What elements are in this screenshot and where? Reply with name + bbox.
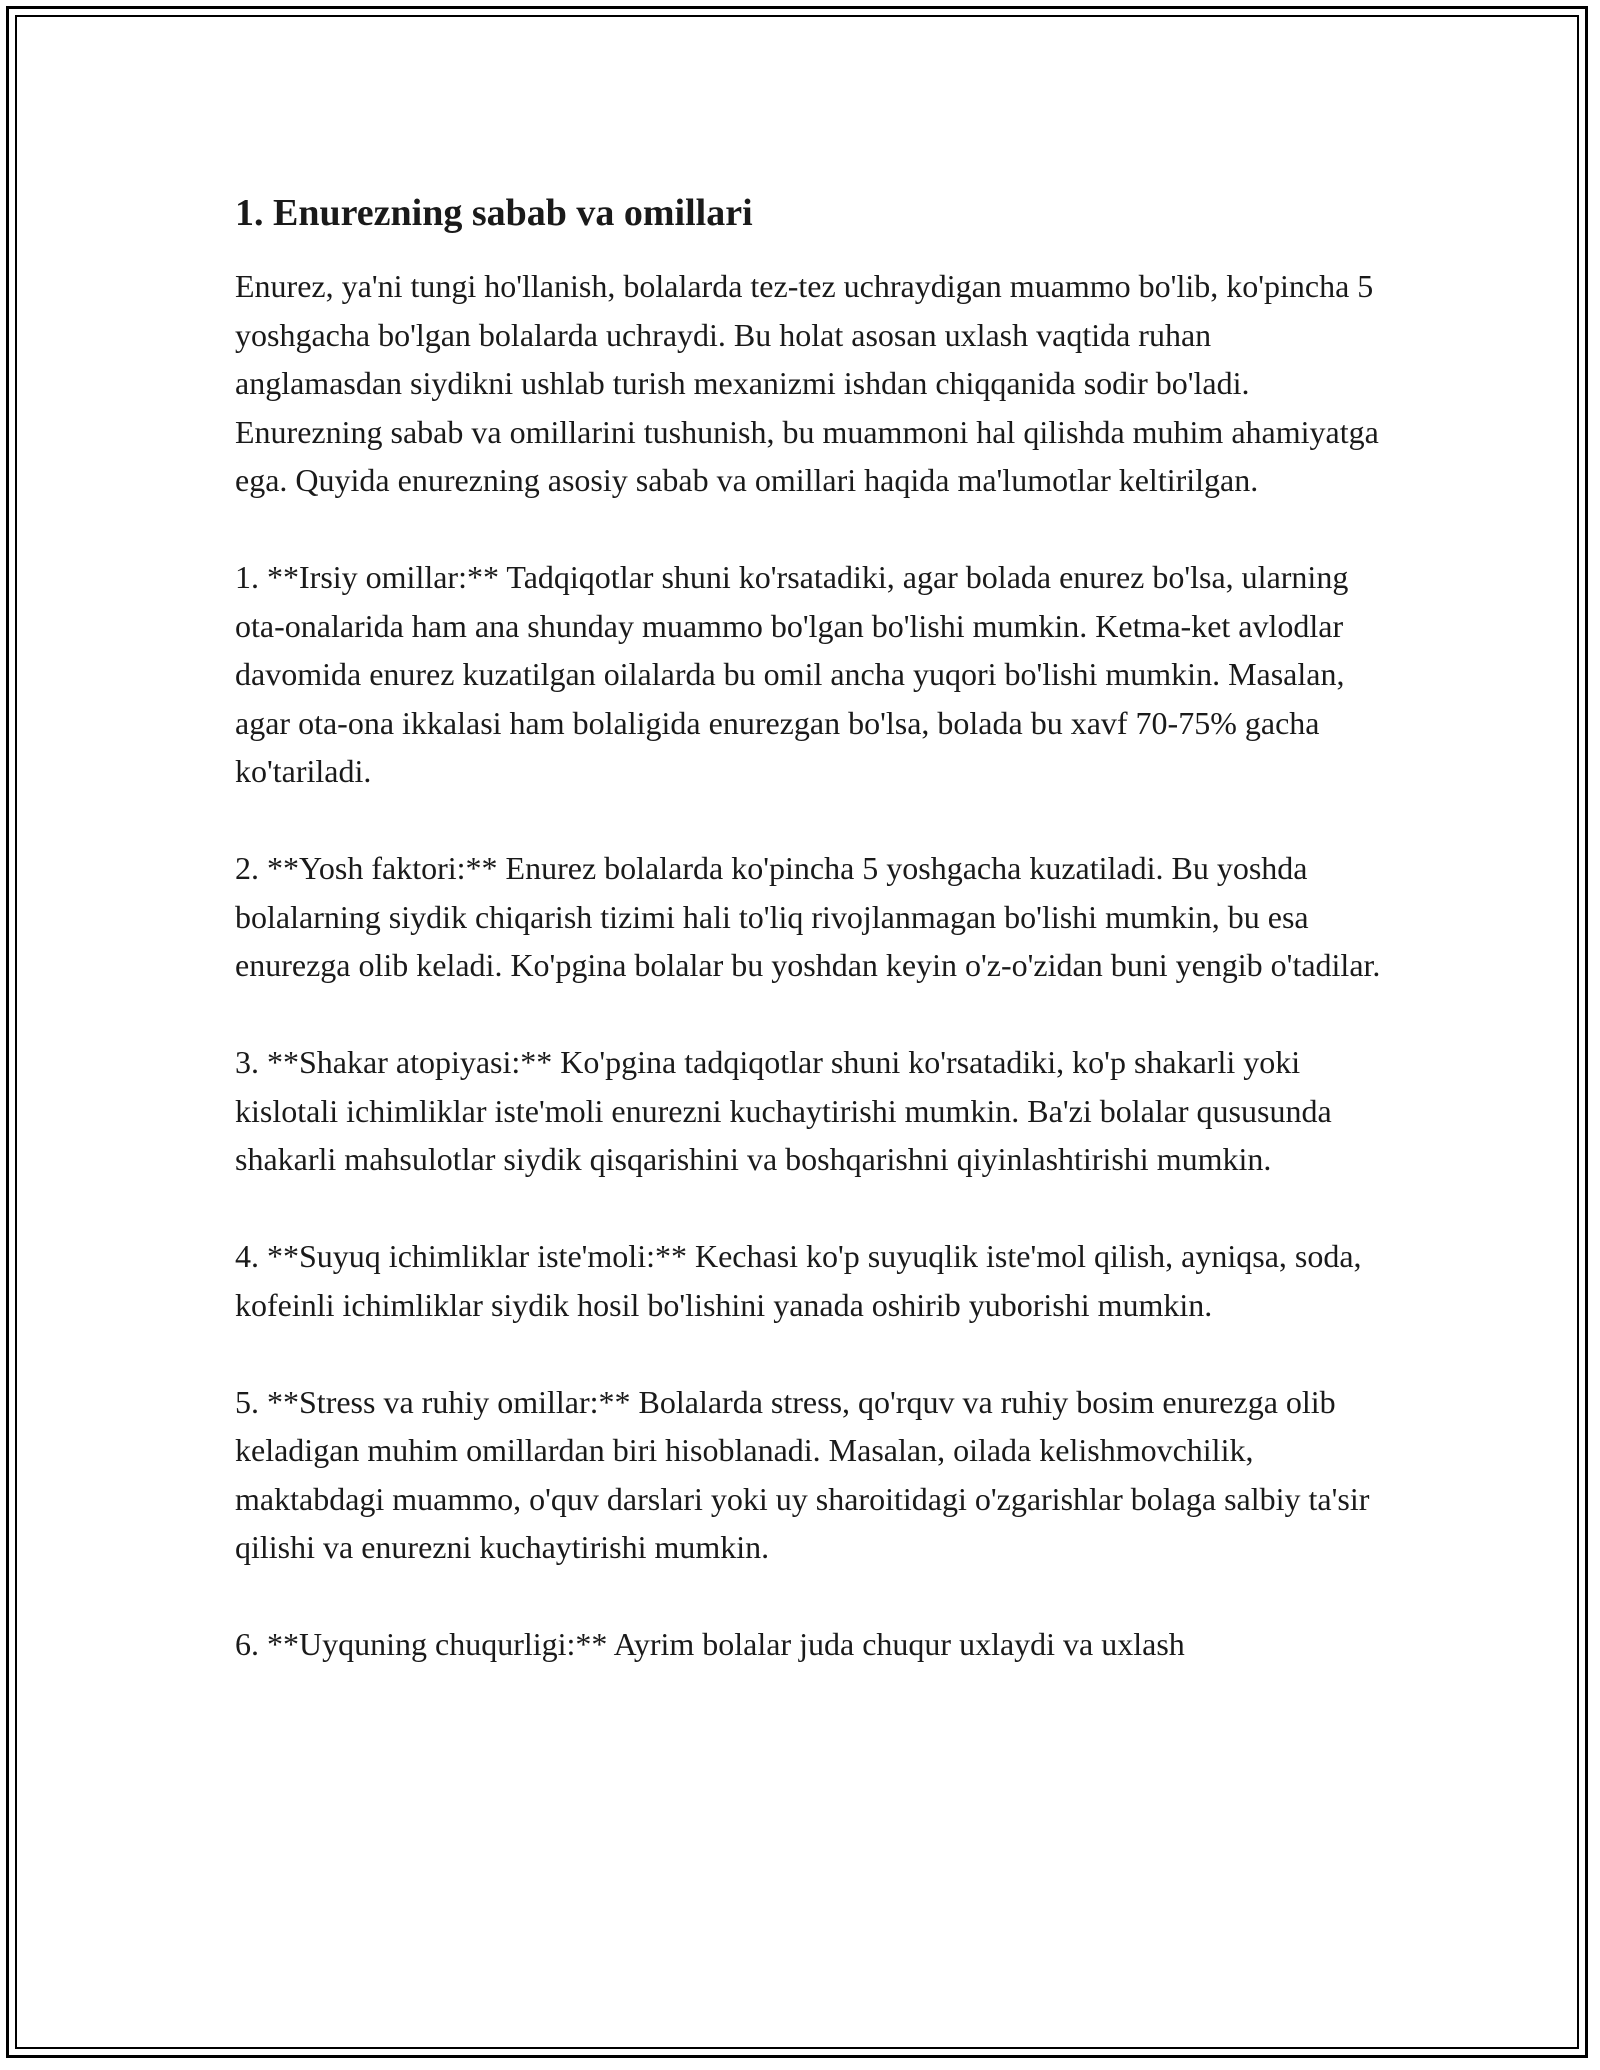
paragraph-item-5: 5. **Stress va ruhiy omillar:** Bolalarda stress, qo'rquv va ruhiy bosim enurezga olib keladigan muhim omillardan biri hisoblanadi. Masalan, oilada kelishmovchilik, maktabdagi muammo, o'quv darslari yoki uy sharoitidagi o'zgarishlar bolaga salbiy ta'sir qilishi va enurezni kuchaytirishi mumkin. (235, 1383, 1370, 1565)
paragraph-item-2: 2. **Yosh faktori:** Enurez bolalarda ko'pincha 5 yoshgacha kuzatiladi. Bu yoshda bolalarning siydik chiqarish tizimi hali to'liq rivojlanmagan bo'lishi mumkin, bu esa enurezga olib keladi. Ko'pgina bolalar bu yoshdan keyin o'z-o'zidan buni yengib o'tadilar. (235, 850, 1381, 983)
paragraph-intro: Enurez, ya'ni tungi ho'llanish, bolalarda tez-tez uchraydigan muammo bo'lib, ko'pincha 5 yoshgacha bo'lgan bolalarda uchraydi. Bu holat asosan uxlash vaqtida ruhan anglamasdan siydikni ushlab turish mexanizmi ishdan chiqqanida sodir bo'ladi. Enurezning sabab va omillarini tushunish, bu muammoni hal qilishda muhim ahamiyatga ega. Quyida enurezning asosiy sabab va omillari haqida ma'lumotlar keltirilgan. (235, 268, 1379, 498)
paragraph-item-4: 4. **Suyuq ichimliklar iste'moli:** Kechasi ko'p suyuqlik iste'mol qilish, ayniqsa, soda, kofeinli ichimliklar siydik hosil bo'lishini yanada oshirib yuborishi mumkin. (235, 1238, 1362, 1323)
section-heading: 1. Enurezning sabab va omillari (235, 192, 753, 234)
paragraph-item-6: 6. **Uyquning chuqurligi:** Ayrim bolalar juda chuqur uxlaydi va uxlash (235, 1626, 1185, 1662)
paragraph-item-1: 1. **Irsiy omillar:** Tadqiqotlar shuni ko'rsatadiki, agar bolada enurez bo'lsa, ularning ota-onalarida ham ana shunday muammo bo'lgan bo'lishi mumkin. Ketma-ket avlodlar davomida enurez kuzatilgan oilalarda bu omil ancha yuqori bo'lishi mumkin. Masalan, agar ota-ona ikkalasi ham bolaligida enurezgan bo'lsa, bolada bu xavf 70-75% gacha ko'tariladi. (235, 559, 1349, 789)
document-body (235, 186, 1385, 1717)
paragraph-item-3: 3. **Shakar atopiyasi:** Ko'pgina tadqiqotlar shuni ko'rsatadiki, ko'p shakarli yoki kislotali ichimliklar iste'moli enurezni kuchaytirishi mumkin. Ba'zi bolalar qususunda shakarli mahsulotlar siydik qisqarishini va boshqarishni qiyinlashtirishi mumkin. (235, 1044, 1332, 1177)
